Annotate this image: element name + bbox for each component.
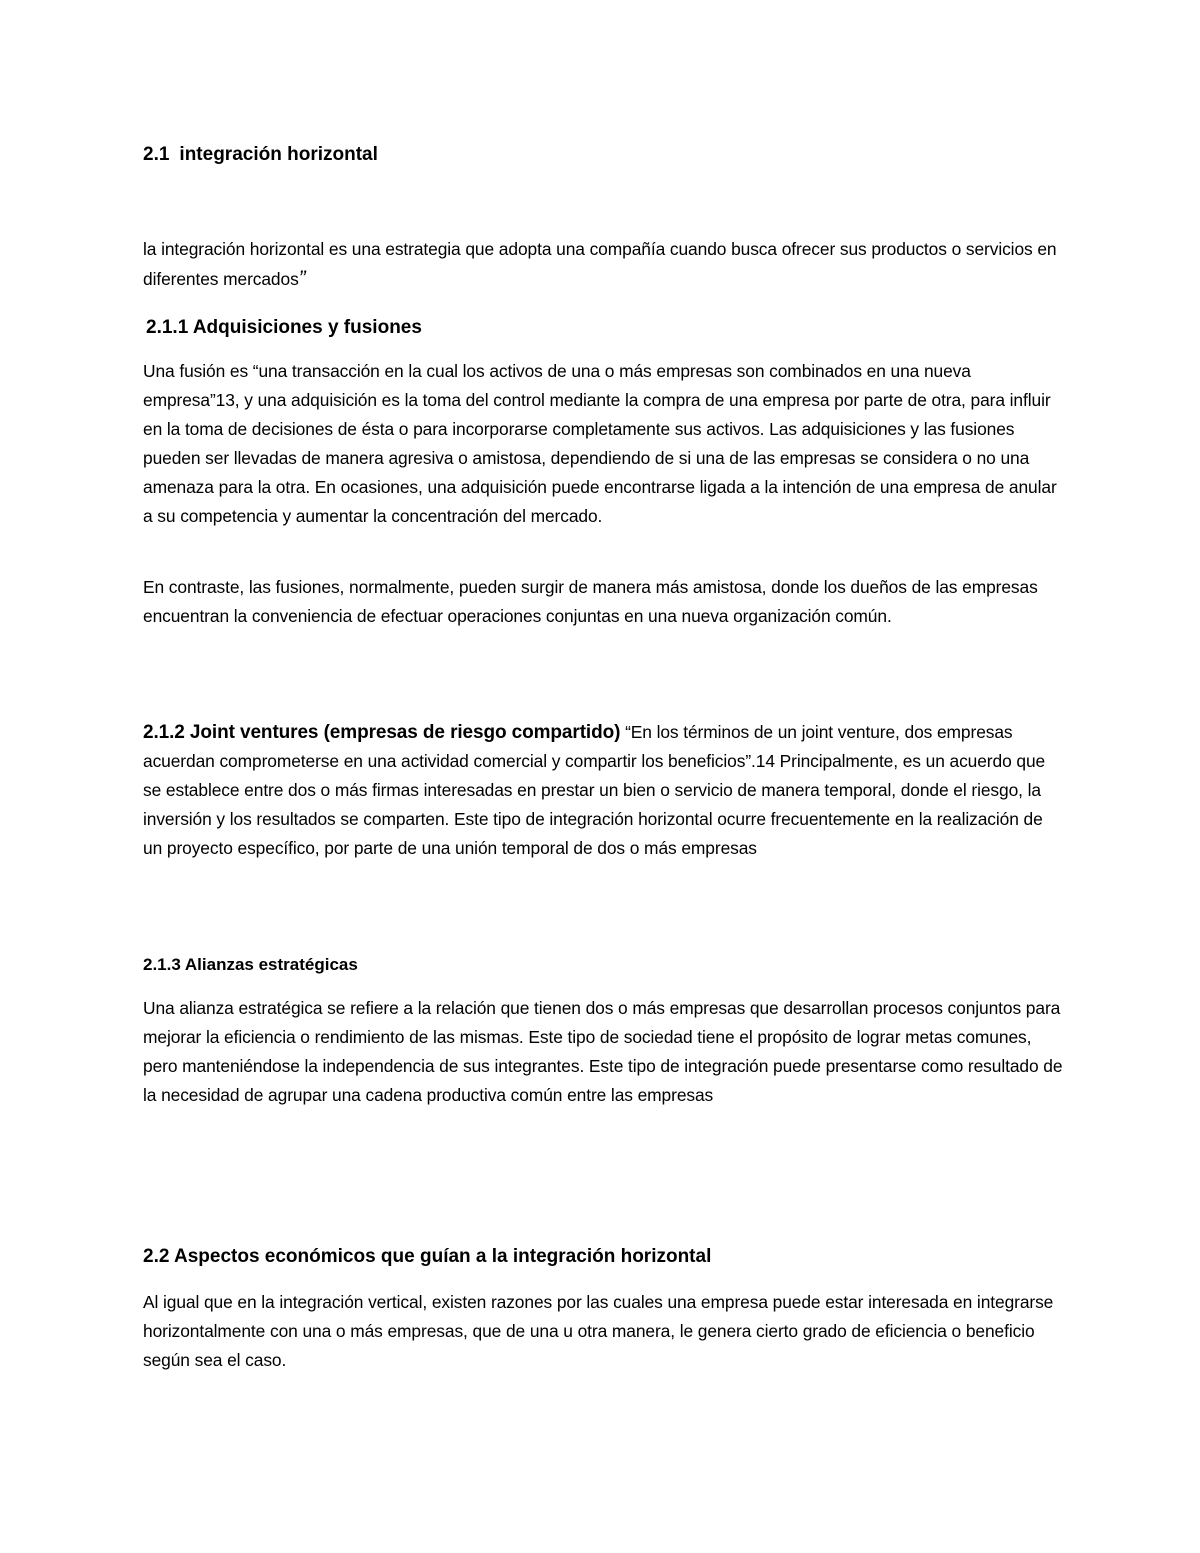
section-heading-2-1-1: 2.1.1 Adquisiciones y fusiones <box>146 317 422 338</box>
fusiones-paragraph-1: Una fusión es “una transacción en la cual los activos de una o más empresas son combinados en una nueva empresa”13, y una adquisición es la toma del control mediante la compra de una empresa por parte de otra, para influir en la toma de decisiones de ésta o para incorporarse completamente sus activos. Las adquisiciones y las fusiones pueden ser llevadas de manera agresiva o amistosa, dependiendo de si una de las empresas se considera o no una amenaza para la otra. En ocasiones, una adquisición puede encontrarse ligada a la intención de una empresa de anular a su competencia y aumentar la concentración del mercado. <box>143 361 1057 526</box>
intro-text: la integración horizontal es una estrategia que adopta una compañía cuando busca ofrecer sus productos o servicios en diferentes mercados <box>143 239 1057 289</box>
joint-ventures-text: “En los términos de un joint venture, dos empresas acuerdan comprometerse en una actividad comercial y compartir los beneficios”.14 Principalmente, es un acuerdo que se establece entre dos o más firmas interesadas en prestar un bien o servicio de manera temporal, donde el riesgo, la inversión y los resultados se comparten. Este tipo de integración horizontal ocurre frecuentemente en la realización de un proyecto específico, por parte de una unión temporal de dos o más empresas <box>143 722 1046 858</box>
section-heading-2-2: 2.2 Aspectos económicos que guían a la integración horizontal <box>143 1246 712 1267</box>
section-heading-2-1 <box>143 143 1063 167</box>
section-heading-2-1-2: 2.1.2 Joint ventures (empresas de riesgo compartido) <box>143 722 621 743</box>
closing-quote-mark: ” <box>298 267 306 290</box>
section-heading-2-1-3: 2.1.3 Alianzas estratégicas <box>143 955 358 974</box>
section-title: integración horizontal <box>179 144 378 165</box>
intro-paragraph <box>143 235 1063 294</box>
section-number: 2.1 <box>143 144 170 165</box>
fusiones-paragraph-2: En contraste, las fusiones, normalmente, pueden surgir de manera más amistosa, donde los dueños de las empresas encuentran la conveniencia de efectuar operaciones conjuntas en una nueva organización común. <box>143 577 1038 626</box>
aspectos-paragraph: Al igual que en la integración vertical, existen razones por las cuales una empresa puede estar interesada en integrarse horizontalmente con una o más empresas, que de una u otra manera, le genera cierto grado de eficiencia o beneficio según sea el caso. <box>143 1292 1054 1370</box>
alianzas-paragraph: Una alianza estratégica se refiere a la relación que tienen dos o más empresas que desarrollan procesos conjuntos para mejorar la eficiencia o rendimiento de las mismas. Este tipo de sociedad tiene el propósito de lograr metas comunes, pero manteniéndose la independencia de sus integrantes. Este tipo de integración puede presentarse como resultado de la necesidad de agrupar una cadena productiva común entre las empresas <box>143 998 1063 1105</box>
joint-ventures-paragraph <box>143 718 1063 863</box>
